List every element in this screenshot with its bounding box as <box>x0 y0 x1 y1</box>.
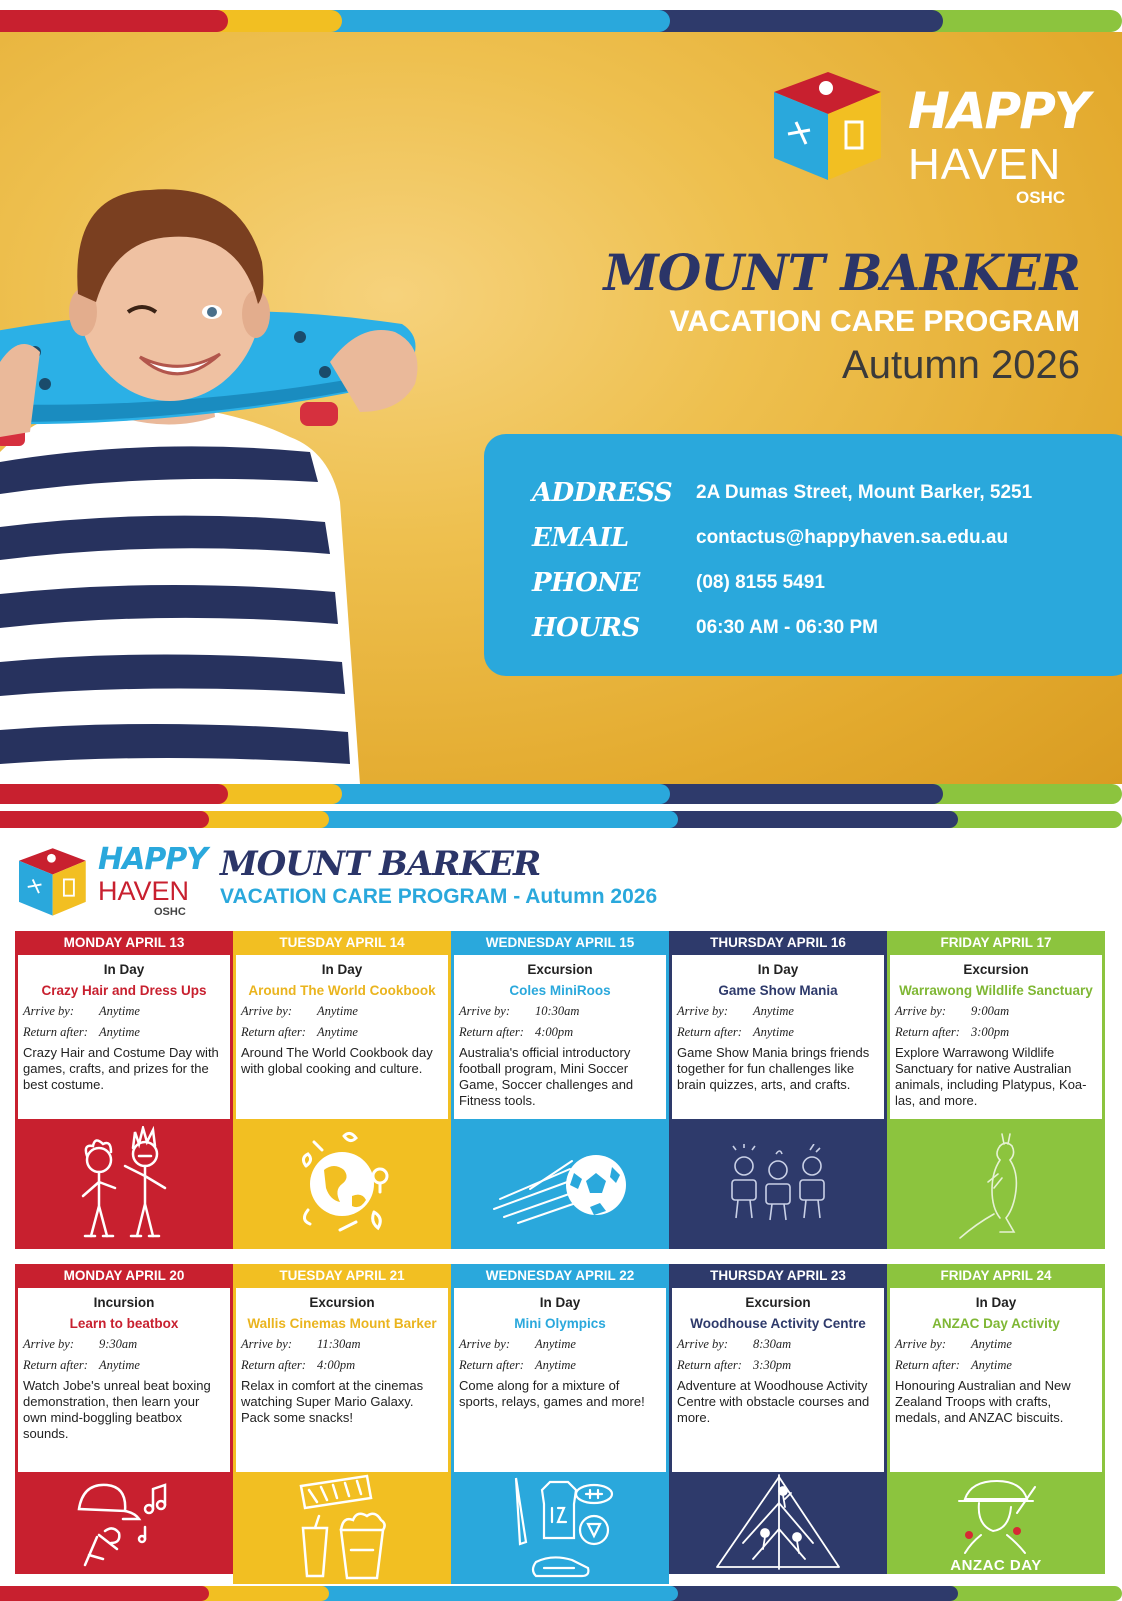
program-subtitle: VACATION CARE PROGRAM - Autumn 2026 <box>220 885 658 908</box>
activity-name: Warrawong Wildlife Sanctuary <box>899 983 1093 998</box>
contact-row-phone <box>532 560 1122 605</box>
activity-name: Mini Olympics <box>514 1316 606 1331</box>
contact-label: HOURS <box>532 612 640 643</box>
day-header: THURSDAY APRIL 16 <box>669 931 887 955</box>
activity-card <box>672 955 884 1119</box>
activity-name: Learn to beatbox <box>69 1316 179 1331</box>
return-row: Return after: Anytime <box>459 1355 661 1376</box>
day-column <box>669 1264 887 1574</box>
activity-name: Crazy Hair and Dress Ups <box>41 983 207 998</box>
day-column <box>887 931 1105 1249</box>
day-header: TUESDAY APRIL 21 <box>233 1264 451 1288</box>
hero-title-block <box>603 242 1080 390</box>
return-time: Anytime <box>99 1358 140 1372</box>
return-time: Anytime <box>971 1358 1012 1372</box>
day-column <box>451 931 669 1249</box>
activity-card <box>236 1288 448 1472</box>
return-row: Return after: Anytime <box>23 1022 225 1043</box>
return-time: 3:30pm <box>753 1358 792 1372</box>
arrive-time: 9:00am <box>971 1004 1010 1018</box>
day-column <box>15 1264 233 1574</box>
return-row: Return after: 3:00pm <box>895 1022 1097 1043</box>
activity-description: Around The World Cookbook day with global cooking and culture. <box>241 1045 433 1076</box>
activity-card <box>890 955 1102 1119</box>
game-show-contestants-icon <box>718 1144 838 1224</box>
contact-label: EMAIL <box>532 522 629 553</box>
hours-value: 06:30 AM - 06:30 PM <box>696 616 878 638</box>
page2-bottom-stripe <box>0 1586 1122 1601</box>
activity-type: In Day <box>321 962 363 977</box>
brand-haven-text: HAVEN <box>908 140 1062 189</box>
activity-card <box>18 1288 230 1472</box>
kangaroo-icon <box>956 1128 1036 1240</box>
happy-haven-logo-small <box>14 840 208 920</box>
activity-name: Around The World Cookbook <box>248 983 436 998</box>
anzac-soldier-icon <box>951 1473 1041 1555</box>
sports-equipment-icon <box>502 1472 618 1584</box>
day-column <box>451 1264 669 1574</box>
arrive-row: Arrive by: 11:30am <box>241 1334 443 1355</box>
cap-microphone-icon <box>69 1475 179 1571</box>
activity-name: Game Show Mania <box>718 983 838 998</box>
arrive-time: 8:30am <box>753 1337 792 1351</box>
return-row: Return after: 4:00pm <box>241 1355 443 1376</box>
address-value: 2A Dumas Street, Mount Barker, 5251 <box>696 481 1033 503</box>
arrive-row: Arrive by: 10:30am <box>459 1001 661 1022</box>
cinema-popcorn-icon <box>287 1472 397 1584</box>
activity-description: Watch Jobe's unreal beat boxing demonstration, then learn your own mind-boggling beatbox sounds. <box>23 1378 211 1441</box>
activity-description: Adventure at Woodhouse Activity Centre with obstacle courses and more. <box>677 1378 870 1425</box>
return-time: 4:00pm <box>535 1025 574 1039</box>
activity-type: In Day <box>103 962 145 977</box>
activity-type: Excursion <box>745 1295 811 1310</box>
week-2-schedule <box>15 1264 1105 1574</box>
week-1-schedule <box>15 931 1105 1249</box>
brand-oshc-text: OSHC <box>1016 188 1066 207</box>
crazy-hair-kids-icon <box>69 1126 179 1242</box>
return-time: Anytime <box>317 1025 358 1039</box>
activity-description: Come along for a mixture of sports, relays, games and more! <box>459 1378 645 1409</box>
activity-type: In Day <box>975 1295 1017 1310</box>
arrive-row: Arrive by: 9:30am <box>23 1334 225 1355</box>
activity-card <box>454 1288 666 1472</box>
return-time: Anytime <box>753 1025 794 1039</box>
anzac-day-badge: ANZAC DAY <box>950 1556 1042 1574</box>
brand-happy-text: HAPPY <box>98 842 208 877</box>
return-row: Return after: Anytime <box>677 1022 879 1043</box>
day-column <box>233 931 451 1249</box>
arrive-time: 9:30am <box>99 1337 138 1351</box>
arrive-row: Arrive by: Anytime <box>241 1001 443 1022</box>
arrive-time: Anytime <box>971 1337 1012 1351</box>
activity-description: Explore Warrawong Wildlife Sanctuary for native Australian animals, including Platypus, Koa-las, and more. <box>895 1045 1087 1108</box>
activity-card <box>672 1288 884 1472</box>
day-header: FRIDAY APRIL 17 <box>887 931 1105 955</box>
activity-card <box>236 955 448 1119</box>
activity-card <box>18 955 230 1119</box>
activity-type: In Day <box>757 962 799 977</box>
day-header: FRIDAY APRIL 24 <box>887 1264 1105 1288</box>
day-header: WEDNESDAY APRIL 15 <box>451 931 669 955</box>
brand-haven-text: HAVEN <box>98 876 190 906</box>
activity-type: Incursion <box>93 1295 155 1310</box>
day-column <box>669 931 887 1249</box>
activity-name: Woodhouse Activity Centre <box>690 1316 866 1331</box>
contact-row-hours <box>532 605 1122 650</box>
activity-card <box>454 955 666 1119</box>
activity-description: Honouring Australian and New Zealand Troops with crafts, medals, and ANZAC biscuits. <box>895 1378 1071 1425</box>
day-header: MONDAY APRIL 20 <box>15 1264 233 1288</box>
arrive-row: Arrive by: Anytime <box>459 1334 661 1355</box>
contact-panel <box>484 434 1122 676</box>
contact-row-email <box>532 515 1122 560</box>
day-column <box>887 1264 1105 1574</box>
arrive-time: Anytime <box>753 1004 794 1018</box>
activity-type: Excursion <box>527 962 593 977</box>
brand-oshc-text: OSHC <box>154 906 186 918</box>
climbing-net-icon <box>713 1473 843 1573</box>
activity-cube-icon <box>766 62 891 187</box>
activity-description: Relax in comfort at the cinemas watching Super Mario Galaxy. Pack some snacks! <box>241 1378 424 1425</box>
contact-label: PHONE <box>532 567 640 598</box>
phone-link[interactable]: (08) 8155 5491 <box>696 571 825 593</box>
activity-name: Wallis Cinemas Mount Barker <box>247 1316 437 1331</box>
day-header: MONDAY APRIL 13 <box>15 931 233 955</box>
arrive-time: 10:30am <box>535 1004 580 1018</box>
activity-description: Australia's official introductory football program, Mini Soccer Game, Soccer challenges and Fitness tools. <box>459 1045 634 1108</box>
day-column <box>233 1264 451 1574</box>
day-header: THURSDAY APRIL 23 <box>669 1264 887 1288</box>
location-title: MOUNT BARKER <box>603 243 1080 302</box>
activity-card <box>890 1288 1102 1472</box>
return-row: Return after: Anytime <box>23 1355 225 1376</box>
contact-label: ADDRESS <box>532 477 673 508</box>
arrive-time: 11:30am <box>317 1337 361 1351</box>
season-title: Autumn 2026 <box>842 343 1080 387</box>
return-row: Return after: 3:30pm <box>677 1355 879 1376</box>
activity-type: In Day <box>539 1295 581 1310</box>
arrive-time: Anytime <box>317 1004 358 1018</box>
activity-description: Crazy Hair and Costume Day with games, crafts, and prizes for the best costume. <box>23 1045 219 1092</box>
arrive-row: Arrive by: Anytime <box>677 1001 879 1022</box>
activity-cube-icon <box>14 842 92 920</box>
return-time: 3:00pm <box>971 1025 1010 1039</box>
top-stripe <box>0 10 1122 32</box>
activity-name: Coles MiniRoos <box>509 983 611 998</box>
return-row: Return after: 4:00pm <box>459 1022 661 1043</box>
return-time: Anytime <box>535 1358 576 1372</box>
soccer-ball-icon <box>490 1139 630 1229</box>
arrive-row: Arrive by: 8:30am <box>677 1334 879 1355</box>
contact-row-address <box>532 470 1122 515</box>
arrive-row: Arrive by: Anytime <box>23 1001 225 1022</box>
location-title: MOUNT BARKER <box>220 844 541 884</box>
happy-haven-logo <box>780 62 1100 212</box>
return-time: Anytime <box>99 1025 140 1039</box>
program-title: VACATION CARE PROGRAM <box>669 305 1080 338</box>
activity-type: Excursion <box>963 962 1029 977</box>
page2-title-block <box>220 844 657 910</box>
activity-name: ANZAC Day Activity <box>932 1316 1060 1331</box>
boy-with-skateboard-photo <box>0 32 470 784</box>
globe-food-icon <box>284 1126 400 1242</box>
day-header: TUESDAY APRIL 14 <box>233 931 451 955</box>
return-row: Return after: Anytime <box>241 1022 443 1043</box>
day-column <box>15 931 233 1249</box>
activity-type: Excursion <box>309 1295 375 1310</box>
arrive-row: Arrive by: Anytime <box>895 1334 1097 1355</box>
activity-description: Game Show Mania brings friends together for fun challenges like brain quizzes, arts, and crafts. <box>677 1045 870 1092</box>
arrive-time: Anytime <box>99 1004 140 1018</box>
day-header: WEDNESDAY APRIL 22 <box>451 1264 669 1288</box>
page2-top-stripe <box>0 811 1122 828</box>
return-row: Return after: Anytime <box>895 1355 1097 1376</box>
brand-happy-text: HAPPY <box>908 82 1089 140</box>
email-link[interactable]: contactus@happyhaven.sa.edu.au <box>696 526 1009 548</box>
arrive-time: Anytime <box>535 1337 576 1351</box>
arrive-row: Arrive by: 9:00am <box>895 1001 1097 1022</box>
hero-bottom-stripe <box>0 784 1122 804</box>
hero-banner <box>0 32 1122 784</box>
return-time: 4:00pm <box>317 1358 356 1372</box>
